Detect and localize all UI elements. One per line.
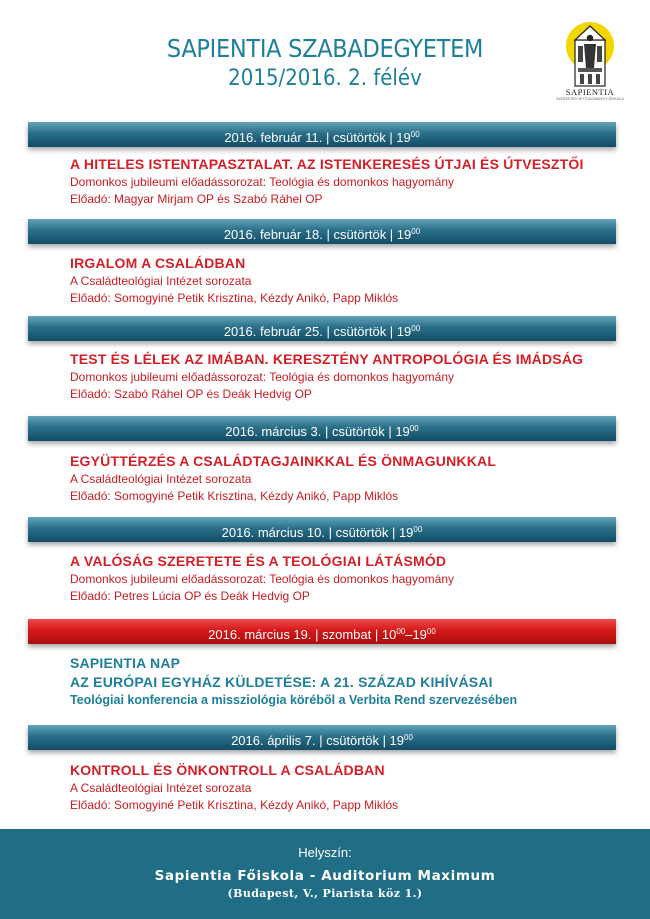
event-title: A VALÓSÁG SZERETETE ÉS A TEOLÓGIAI LÁTÁSMÓD — [70, 553, 447, 569]
venue-address: (Budapest, V., Piarista köz 1.) — [227, 887, 423, 900]
date-bar — [28, 725, 616, 750]
time-minutes: 00 — [411, 227, 421, 236]
event-speakers: Előadó: Magyar Mirjam OP és Szabó Ráhel OP — [70, 192, 323, 206]
time-minutes: 00 — [426, 627, 436, 636]
event-title: EGYÜTTÉRZÉS A CSALÁDTAGJAINKKAL ÉS ÖNMAGUNKKAL — [70, 453, 497, 469]
event-item — [70, 156, 630, 206]
time-minutes: 00 — [411, 324, 421, 333]
event-series: Domonkos jubileumi előadássorozat: Teológia és domonkos hagyomány — [70, 572, 454, 586]
date-bar-text: 2016. február 18. | csütörtök | 19 — [223, 227, 412, 242]
event-item — [70, 351, 630, 401]
event-title: TEST ÉS LÉLEK AZ IMÁBAN. KERESZTÉNY ANTROPOLÓGIA ÉS IMÁDSÁG — [70, 351, 584, 367]
event-item — [70, 655, 630, 707]
event-title: IRGALOM A CSALÁDBAN — [70, 255, 246, 271]
event-item — [70, 453, 630, 503]
date-bar-text: 2016. március 3. | csütörtök | 19 — [225, 424, 410, 439]
date-bar-text: 2016. február 25. | csütörtök | 19 — [223, 324, 412, 339]
date-bar — [28, 316, 616, 341]
time-minutes: 00 — [410, 130, 420, 139]
event-series: A Családteológiai Intézet sorozata — [70, 781, 252, 795]
logo-name: SAPIENTIA — [565, 87, 615, 97]
event-item — [70, 553, 630, 603]
event-series: A Családteológiai Intézet sorozata — [70, 274, 252, 288]
event-series: Domonkos jubileumi előadássorozat: Teológia és domonkos hagyomány — [70, 370, 454, 384]
event-speakers: Előadó: Petres Lúcia OP és Deák Hedvig OP — [70, 589, 310, 603]
event-speakers: Előadó: Somogyiné Petik Krisztina, Kézdy Anikó, Papp Miklós — [70, 489, 399, 503]
date-bar — [28, 517, 616, 542]
event-title: A HITELES ISTENTAPASZTALAT. AZ ISTENKERESÉS ÚTJAI ÉS ÚTVESZTŐI — [70, 156, 584, 172]
date-bar-highlighted — [28, 619, 616, 644]
event-speakers: Előadó: Somogyiné Petik Krisztina, Kézdy Anikó, Papp Miklós — [70, 798, 399, 812]
header — [0, 0, 650, 110]
venue-label: Helyszín: — [298, 845, 352, 860]
date-bar-end-time: –19 — [405, 627, 427, 642]
event-description: Teológiai konferencia a missziológia köréből a Verbita Rend szervezésében — [70, 693, 518, 707]
date-bar — [28, 416, 616, 441]
logo-tagline: SZERZETESI HITTUDOMÁNYI FŐISKOLA — [556, 97, 624, 101]
date-bar-text: 2016. február 11. | csütörtök | 19 — [224, 130, 411, 145]
time-minutes: 00 — [396, 627, 406, 636]
semester-subtitle: 2015/2016. 2. félév — [228, 66, 422, 91]
event-speakers: Előadó: Szabó Ráhel OP és Deák Hedvig OP — [70, 387, 312, 401]
event-series: A Családteológiai Intézet sorozata — [70, 472, 252, 486]
event-title: SAPIENTIA NAP — [70, 655, 181, 671]
page-title: SAPIENTIA SZABADEGYETEM — [166, 34, 484, 63]
time-minutes: 00 — [409, 424, 419, 433]
date-bar-text: 2016. március 10. | csütörtök | 19 — [221, 525, 414, 540]
date-bar — [28, 122, 616, 147]
venue-name: Sapientia Főiskola - Auditorium Maximum — [154, 868, 496, 884]
time-minutes: 00 — [404, 733, 413, 742]
event-speakers: Előadó: Somogyiné Petik Krisztina, Kézdy Anikó, Papp Miklós — [70, 291, 399, 305]
date-bar-text: 2016. április 7. | csütörtök | 19 — [231, 733, 405, 748]
event-series: Domonkos jubileumi előadássorozat: Teológia és domonkos hagyomány — [70, 175, 454, 189]
event-item — [70, 255, 630, 305]
footer — [0, 829, 650, 919]
event-subtitle: AZ EURÓPAI EGYHÁZ KÜLDETÉSE: A 21. SZÁZAD KIHÍVÁSAI — [70, 674, 493, 690]
time-minutes: 00 — [413, 525, 423, 534]
date-bar — [28, 219, 616, 244]
event-item — [70, 762, 630, 812]
date-bar-text: 2016. március 19. | szombat | 10 — [208, 627, 397, 642]
event-title: KONTROLL ÉS ÖNKONTROLL A CSALÁDBAN — [70, 762, 385, 778]
